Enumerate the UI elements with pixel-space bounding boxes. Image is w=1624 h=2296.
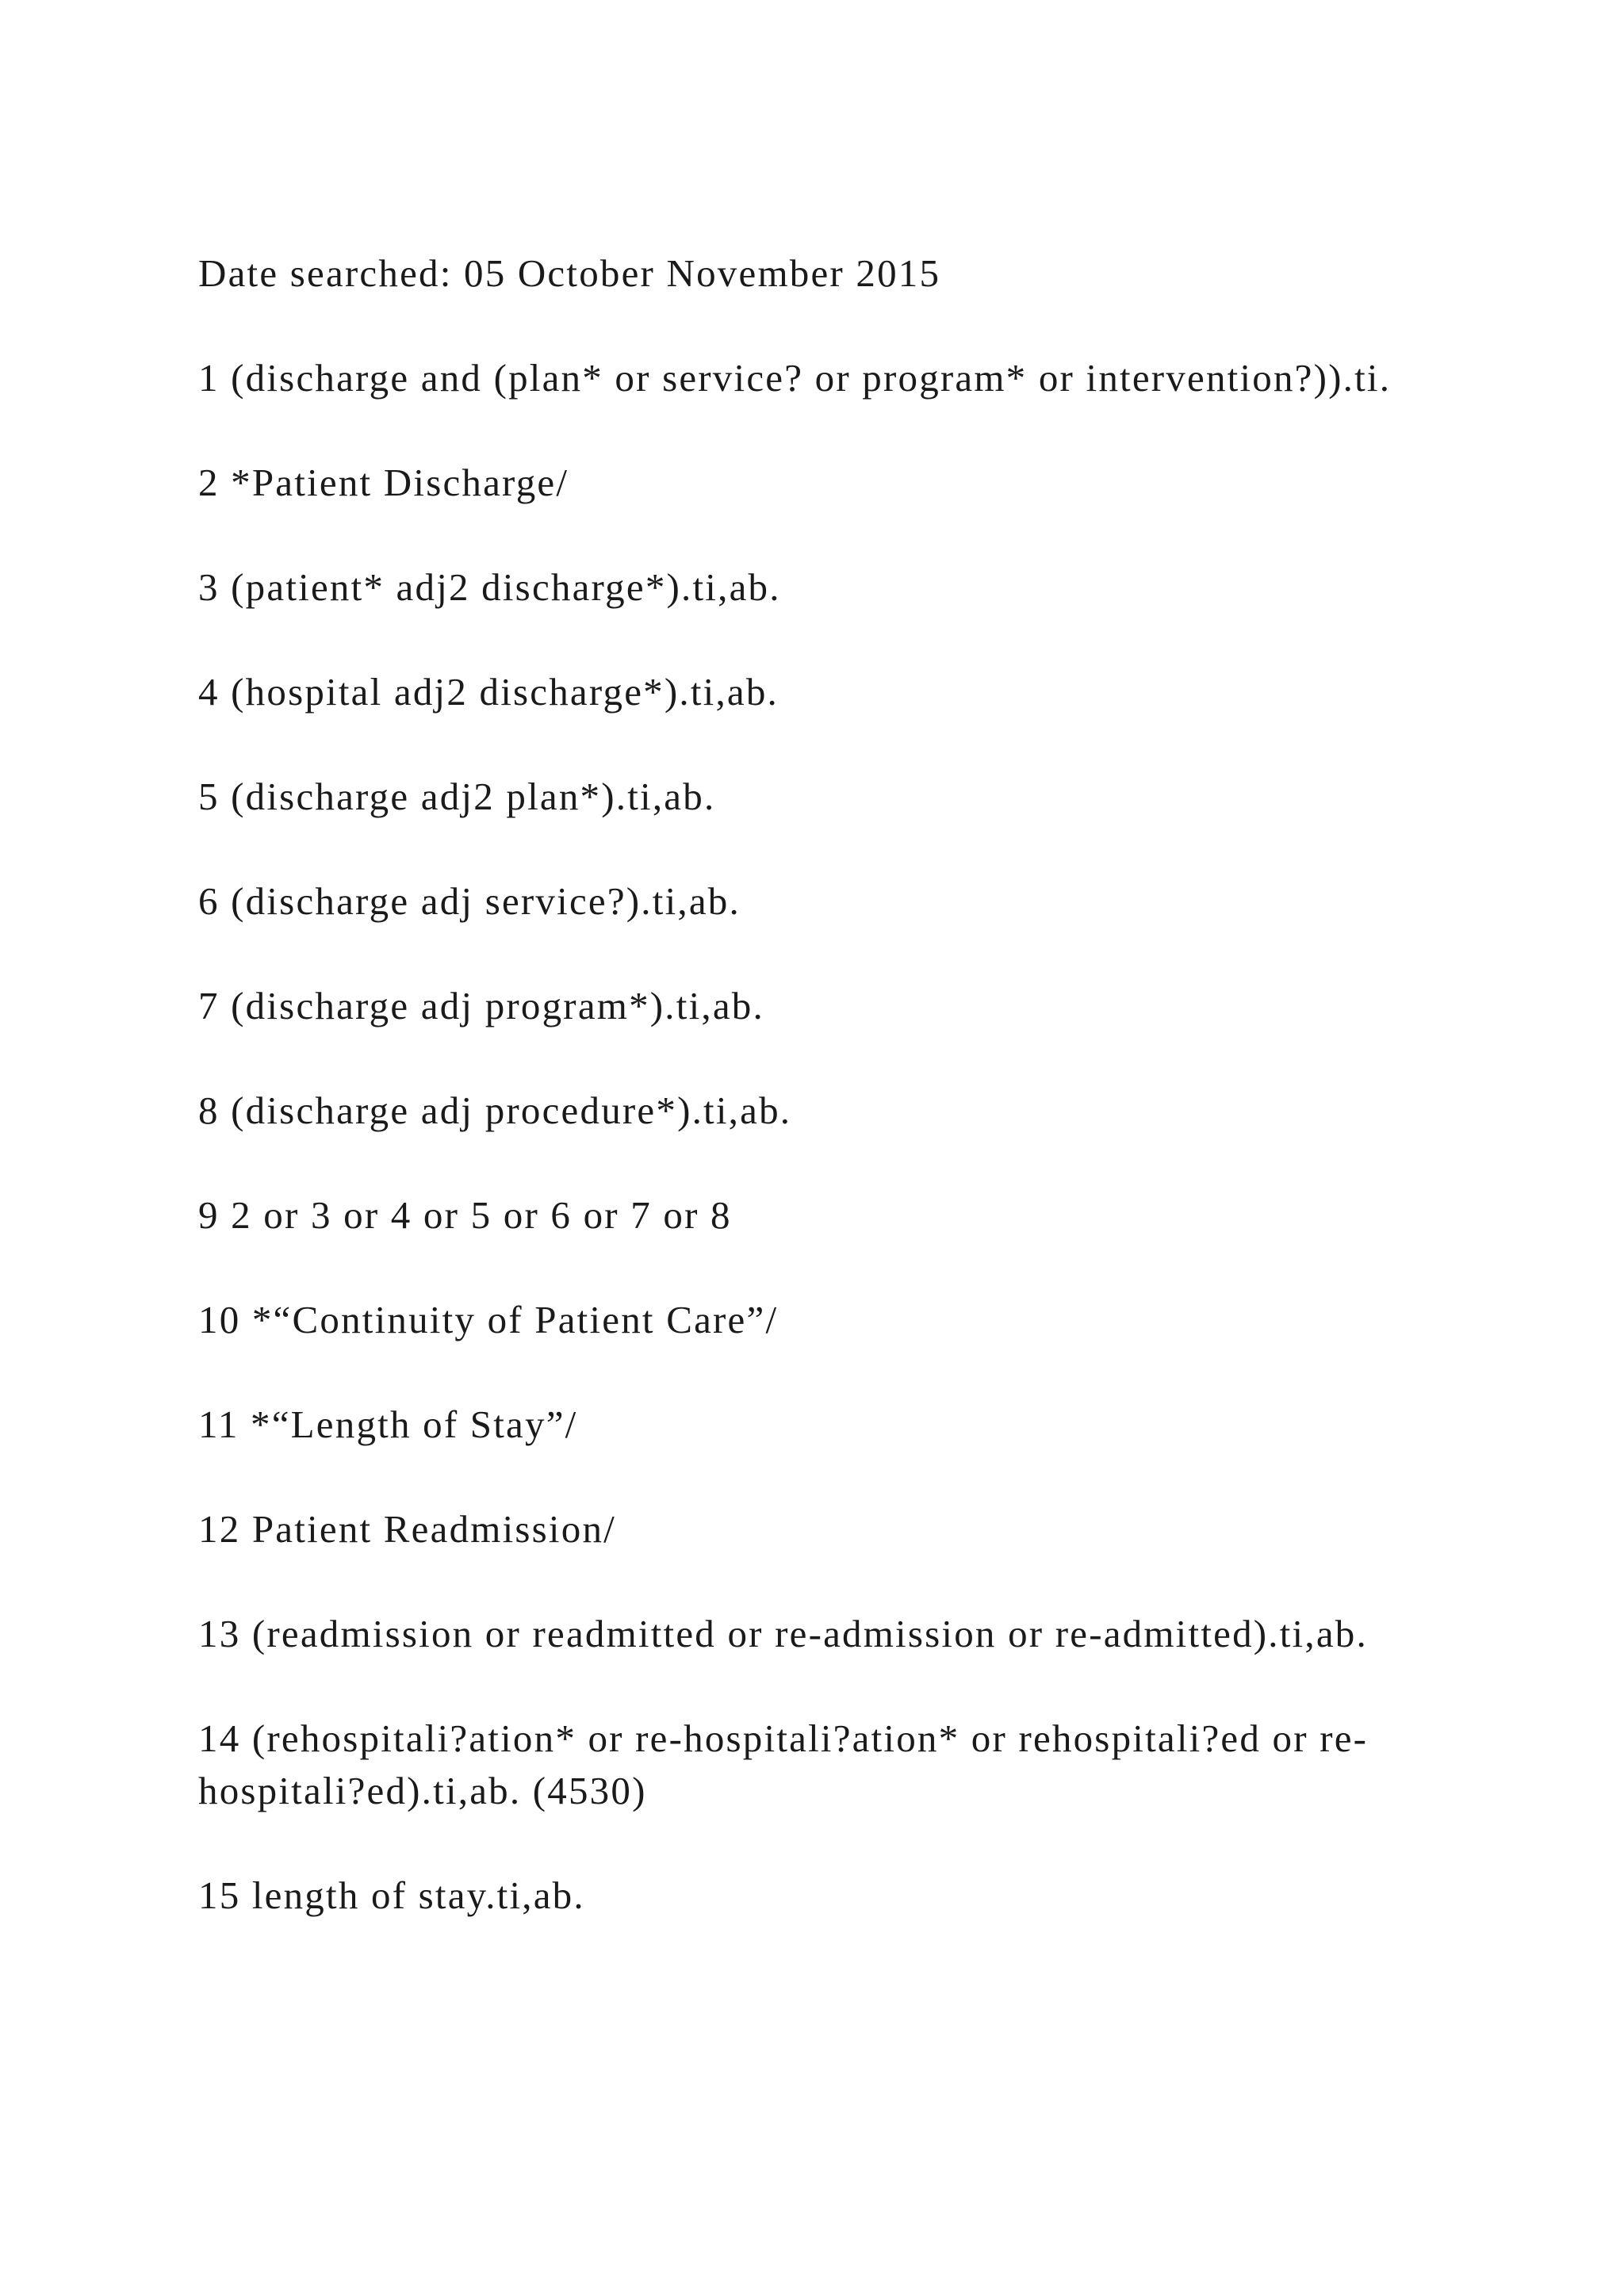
search-line-14: 14 (rehospitali?ation* or re-hospitali?ation* or rehospitali?ed or re-hospitali?ed).ti,ab. (4530) [198, 1716, 1369, 1812]
search-line-11: 11 *“Length of Stay”/ [198, 1402, 578, 1446]
search-line-12: 12 Patient Readmission/ [198, 1507, 616, 1551]
search-line-9: 9 2 or 3 or 4 or 5 or 6 or 7 or 8 [198, 1193, 732, 1237]
search-line-1: 1 (discharge and (plan* or service? or program* or intervention?)).ti. [198, 356, 1392, 400]
search-line-8: 8 (discharge adj procedure*).ti,ab. [198, 1089, 792, 1132]
search-line-7: 7 (discharge adj program*).ti,ab. [198, 984, 764, 1027]
date-searched-line: Date searched: 05 October November 2015 [198, 251, 941, 295]
search-line-4: 4 (hospital adj2 discharge*).ti,ab. [198, 670, 779, 714]
search-line-10: 10 *“Continuity of Patient Care”/ [198, 1298, 779, 1341]
search-line-3: 3 (patient* adj2 discharge*).ti,ab. [198, 565, 781, 609]
search-line-2: 2 *Patient Discharge/ [198, 461, 569, 504]
search-line-5: 5 (discharge adj2 plan*).ti,ab. [198, 775, 716, 818]
search-line-13: 13 (readmission or readmitted or re-admission or re-admitted).ti,ab. [198, 1612, 1368, 1655]
search-line-6: 6 (discharge adj service?).ti,ab. [198, 879, 741, 923]
search-strategy-text [198, 247, 1451, 1974]
search-line-15: 15 length of stay.ti,ab. [198, 1873, 585, 1917]
